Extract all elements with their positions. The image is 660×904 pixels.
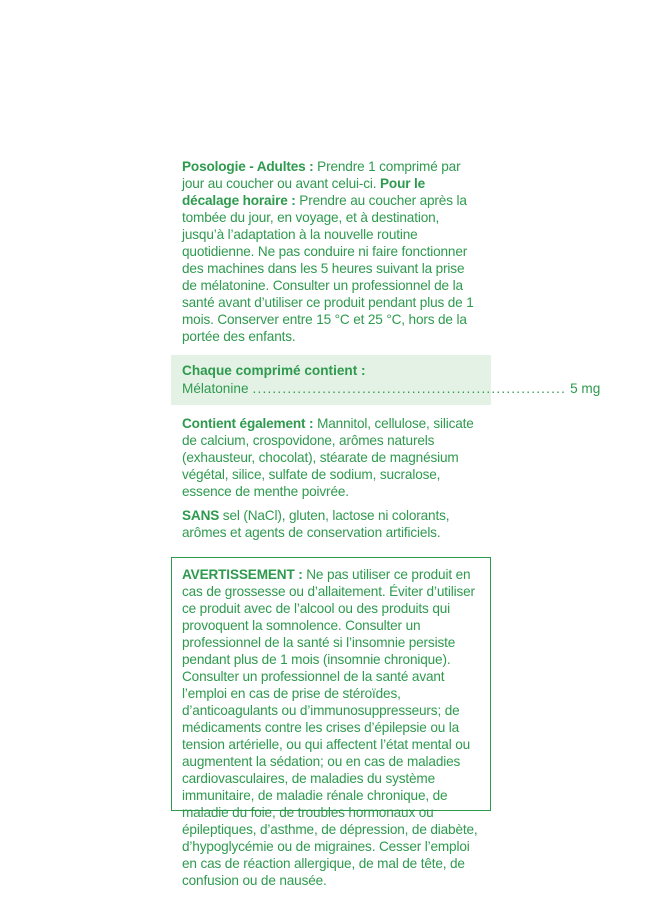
ingredient-amount: 5 mg [570,381,601,396]
warning-box [171,557,491,888]
jetlag-text: Prendre au coucher après la tombée du jour, en voyage, et à destination, jusqu’à l’adaptation à la nouvelle routine quotidienne. Ne pas conduire ni faire fonctionner des machines dans les 5 heures suivant la prise de mélatonine. Consulter un professionnel de la santé avant d’utiliser ce produit pendant plus de 1 mois. Conserver entre 15 °C et 25 °C, hors de la portée des enfants. [182,193,474,344]
dot-leader: ............................................................... [252,381,567,396]
other-ingredients [171,405,491,500]
free-from-text: sel (NaCl), gluten, lactose ni colorants, arômes et agents de conservation artificiels. [182,508,450,540]
ingredient-row [182,380,601,397]
dosage-heading: Posologie - Adultes : [182,159,314,174]
warning-heading: AVERTISSEMENT : [182,567,303,582]
composition-heading: Chaque comprimé contient : [182,363,366,378]
free-from-statement [171,500,491,541]
warning-paragraph [182,566,480,889]
product-label [171,150,601,888]
ingredient-name: Mélatonine [182,381,249,396]
free-from-heading: SANS [182,508,220,523]
dosage-text: Prendre 1 comprimé par jour au coucher ou avant celui-ci. [182,159,461,191]
warning-text: Ne pas utiliser ce produit en cas de grossesse ou d’allaitement. Éviter d’utiliser ce produit avec de l’alcool ou des produits qui provoquent la somnolence. Consulter un professionnel de la santé si l’insomnie persiste pendant plus de 1 mois (insomnie chronique). Consulter un professionnel de la santé avant l’emploi en cas de prise de stéroïdes, d’anticoagulants ou d’immunosuppresseurs; de médicaments contre les crises d’épilepsie ou la tension artérielle, ou qui affectent l’état mental ou augmentent la sédation; ou en cas de maladies cardiovasculaires, de maladies du système immunitaire, de maladie rénale chronique, de maladie du foie, de troubles hormonaux ou épileptiques, d’asthme, de dépression, de diabète, d’hypoglycémie ou de migraines. Cesser l’emploi en cas de réaction allergique, de mal de tête, de confusion ou de nausée. [182,567,478,888]
other-ingredients-heading: Contient également : [182,416,314,431]
dosage-section [171,150,491,345]
other-ingredients-text: Mannitol, cellulose, silicate de calcium, crospovidone, arômes naturels (exhausteur, chocolat), stéarate de magnésium végétal, silice, sulfate de sodium, sucralose, essence de menthe poivrée. [182,416,474,499]
jetlag-heading: Pour le décalage horaire : [182,176,426,208]
composition-panel [171,355,601,405]
